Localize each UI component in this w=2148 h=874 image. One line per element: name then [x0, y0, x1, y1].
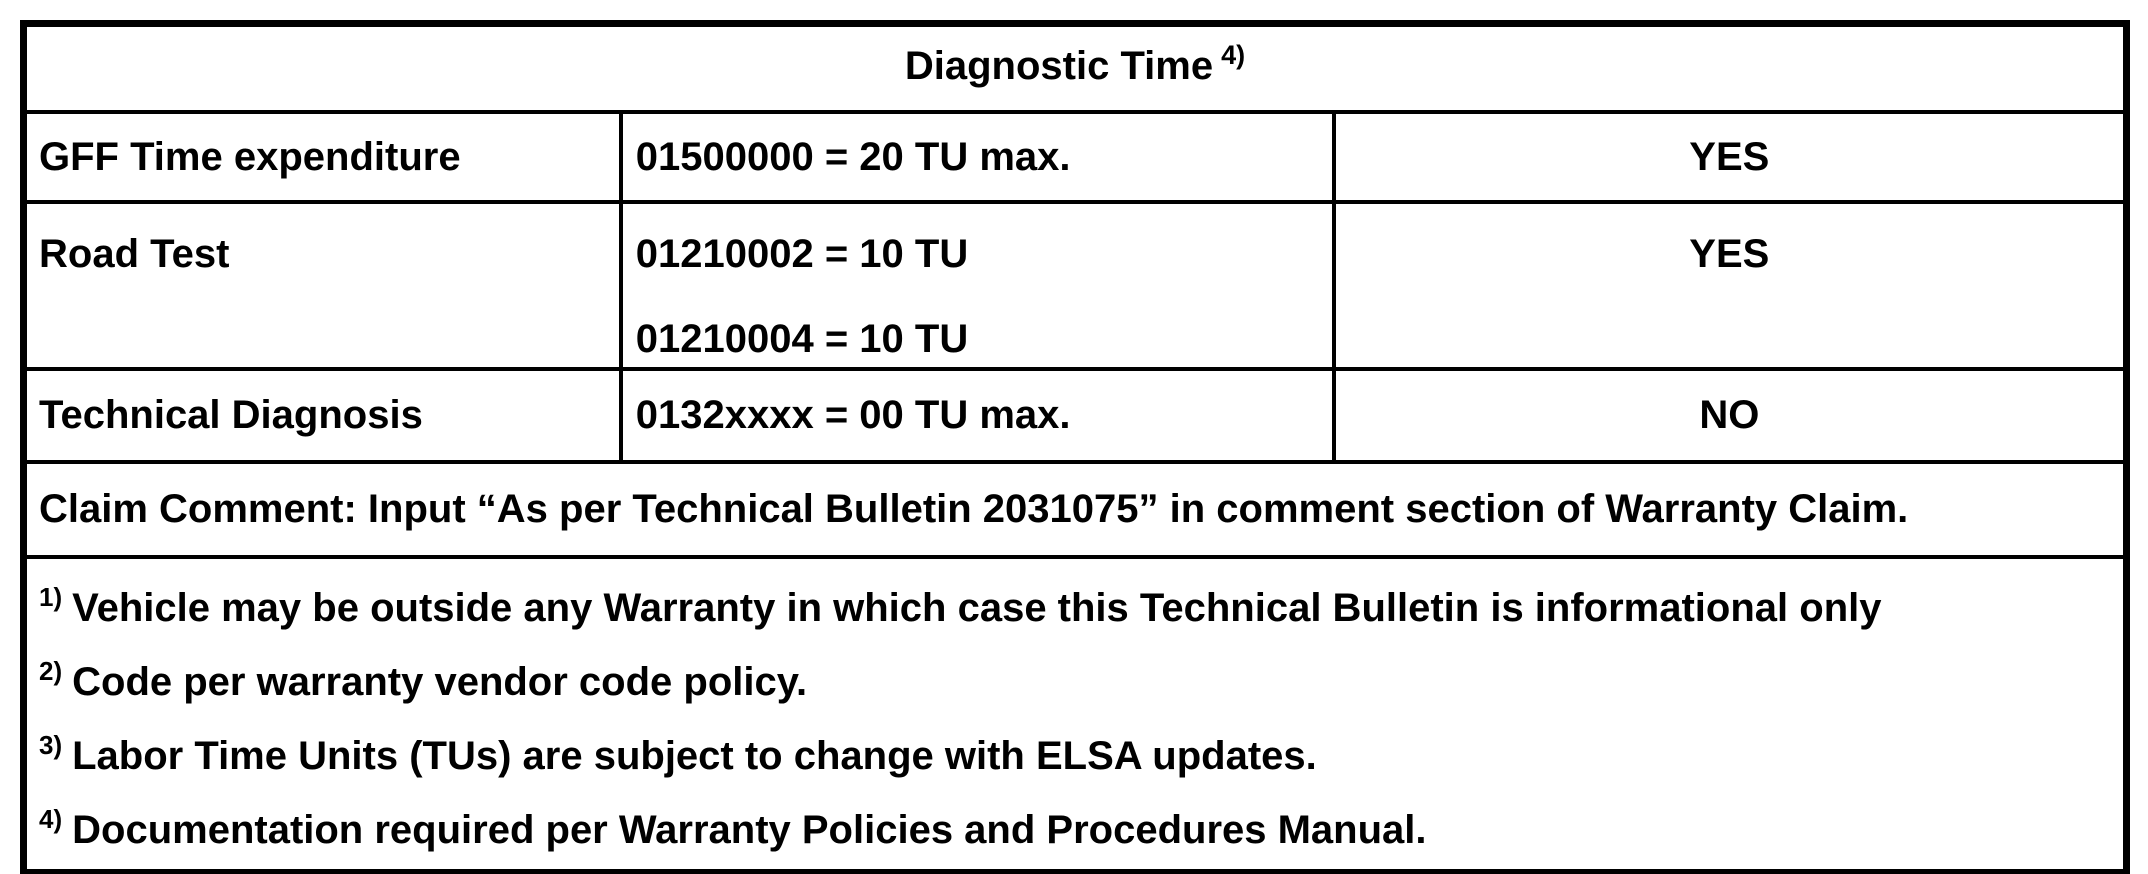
footnote-4-text: Documentation required per Warranty Policies and Procedures Manual. [72, 807, 1427, 852]
road-test-label: Road Test [39, 231, 230, 276]
footnote-3-ref: 3) [39, 729, 63, 760]
table-title: Diagnostic Time [904, 44, 1214, 89]
table-title-cell [24, 24, 2127, 112]
gff-applies-cell [1334, 112, 2127, 202]
road-test-applies-value: YES [1689, 231, 1770, 276]
footnotes-cell [24, 557, 2127, 873]
gff-label: GFF Time expenditure [39, 134, 461, 179]
footnote-3-text: Labor Time Units (TUs) are subject to change with ELSA updates. [72, 733, 1317, 778]
technical-diagnosis-label-cell [24, 369, 621, 462]
gff-code-cell [621, 112, 1334, 202]
road-test-code-cell [621, 202, 1334, 369]
footnote-2-text: Code per warranty vendor code policy. [72, 659, 808, 704]
road-test-applies-cell [1334, 202, 2127, 369]
footnotes-row [24, 557, 2127, 873]
footnote-2-ref: 2) [39, 655, 63, 686]
footnote-1-ref: 1) [39, 581, 63, 612]
technical-diagnosis-code-cell [621, 369, 1334, 462]
road-test-label-cell [24, 202, 621, 369]
footnote-2 [39, 647, 2111, 721]
table-row-technical-diagnosis [24, 369, 2127, 462]
table-title-row [24, 24, 2127, 112]
table-title-footnote-ref: 4) [1221, 40, 1246, 71]
footnote-4-ref: 4) [39, 803, 63, 834]
table-row-gff-time-expenditure [24, 112, 2127, 202]
technical-diagnosis-applies-value: NO [1699, 393, 1760, 437]
technical-diagnosis-code: 0132xxxx = 00 TU max. [635, 393, 1071, 437]
road-test-code-2: 01210004 = 10 TU [635, 316, 969, 361]
gff-code: 01500000 = 20 TU max. [635, 134, 1071, 179]
gff-applies-value: YES [1689, 134, 1770, 179]
road-test-code-1: 01210002 = 10 TU [635, 231, 969, 276]
diagnostic-time-table [20, 20, 2130, 874]
claim-comment-row [24, 462, 2127, 557]
footnote-1 [39, 573, 2111, 647]
table-row-road-test [24, 202, 2127, 369]
claim-comment-cell [24, 462, 2127, 557]
technical-diagnosis-label: Technical Diagnosis [39, 393, 423, 437]
footnote-1-text: Vehicle may be outside any Warranty in which case this Technical Bulletin is informational only [72, 585, 1882, 630]
claim-comment-text: Claim Comment: Input “As per Technical Bulletin 2031075” in comment section of Warranty Claim. [39, 487, 1909, 531]
footnote-3 [39, 721, 2111, 795]
technical-diagnosis-applies-cell [1334, 369, 2127, 462]
gff-label-cell [24, 112, 621, 202]
footnote-4 [39, 795, 2111, 869]
